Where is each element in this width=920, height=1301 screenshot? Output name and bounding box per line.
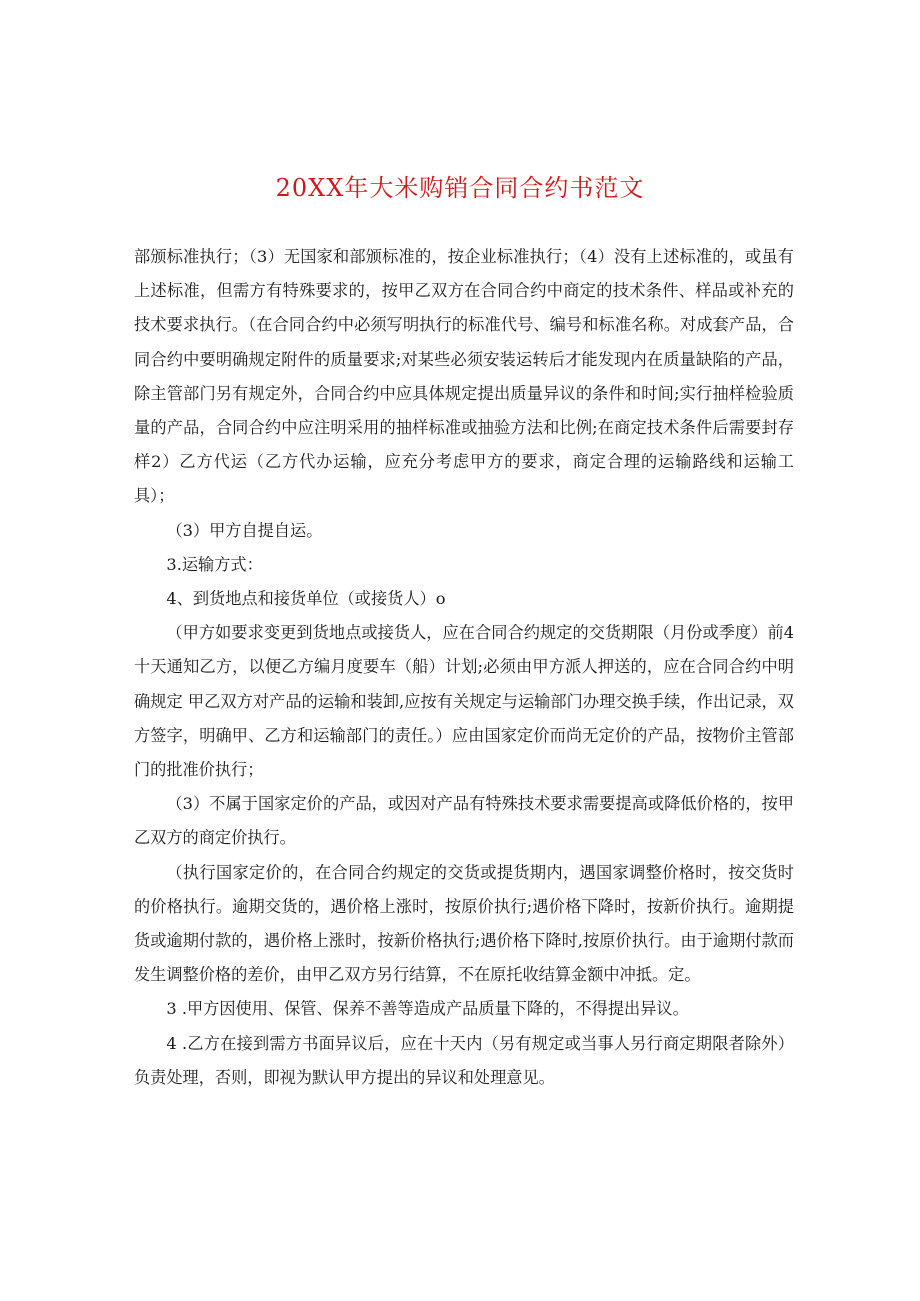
paragraph: 4、到货地点和接货单位（或接货人）o [166,589,446,609]
document-body [134,240,794,1095]
paragraph: （3）不属于国家定价的产品，或因对产品有特殊技术要求需要提高或降低价格的，按甲乙双方的商定价执行。 [134,794,794,848]
paragraph: （3）甲方自提自运。 [166,520,323,540]
paragraph: 部颁标准执行；（3）无国家和部颁标准的，按企业标准执行；（4）没有上述标准的，或虽有上述标准，但需方有特殊要求的，按甲乙双方在合同合约中商定的技术条件、样品或补充的技术要求执行。（在合同合约中必须写明执行的标准代号、编号和标准名称。对成套产品，合同合约中要明确规定附件的质量要求;对某些必须安装运转后才能发现内在质量缺陷的产品，除主管部门另有规定外，合同合约中应具体规定提出质量异议的条件和时间;实行抽样检验质量的产品，合同合约中应注明采用的抽样标准或抽验方法和比例;在商定技术条件后需要封存样2）乙方代运（乙方代办运输，应充分考虑甲方的要求，商定合理的运输路线和运输工具）； [134,247,794,506]
paragraph: （执行国家定价的，在合同合约规定的交货或提货期内，遇国家调整价格时，按交货时的价格执行。逾期交货的，遇价格上涨时，按原价执行;遇价格下降时，按新价执行。逾期提货或逾期付款的，遇价格上涨时，按新价格执行;遇价格下降时,按原价执行。由于逾期付款而发生调整价格的差价，由甲乙双方另行结算，不在原托收结算金额中冲抵。定。 [134,862,794,985]
paragraph: （甲方如要求变更到货地点或接货人，应在合同合约规定的交货期限（月份或季度）前4十天通知乙方，以便乙方编月度要车（船）计划;必须由甲方派人押送的，应在合同合约中明确规定 甲乙双方对产品的运输和装卸,应按有关规定与运输部门办理交换手续，作出记录，双方签字，明确甲、乙方和运输部门的责任。）应由国家定价而尚无定价的产品，按物价主管部门的批准价执行； [134,623,794,780]
document-title: 20XX年大米购销合同合约书范文 [275,174,645,202]
paragraph: 3.运输方式： [166,554,263,574]
paragraph: 4 .乙方在接到需方书面异议后，应在十天内（另有规定或当事人另行商定期限者除外）负责处理，否则，即视为默认甲方提出的异议和处理意见。 [134,1033,794,1087]
paragraph: 3 .甲方因使用、保管、保养不善等造成产品质量下降的，不得提出异议。 [166,999,689,1019]
